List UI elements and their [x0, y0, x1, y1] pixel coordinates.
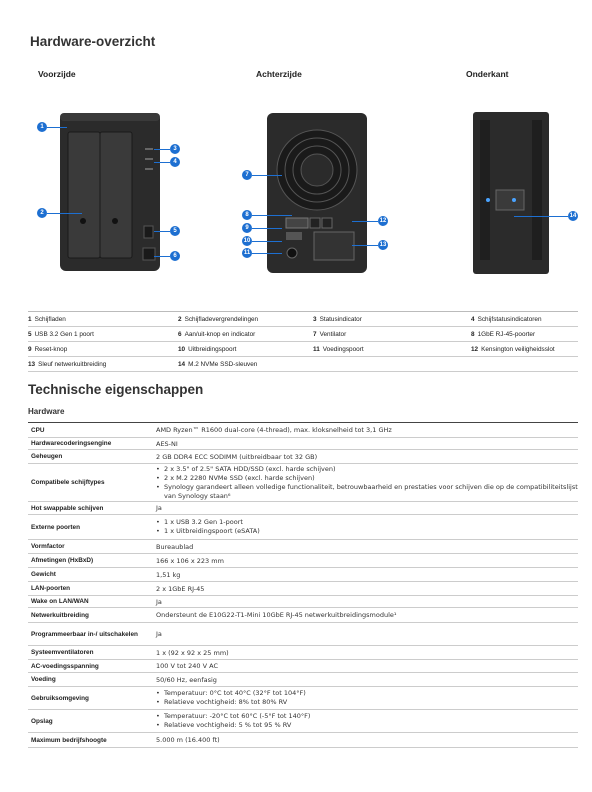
legend-row: [28, 327, 578, 342]
callout-1: 1: [37, 122, 47, 132]
front-view-label: Voorzijde: [38, 69, 76, 79]
callout-11: 11: [243, 250, 251, 256]
legend-text: Aan/uit-knop en indicator: [184, 330, 256, 338]
spec-value-text: 1 x (92 x 92 x 25 mm): [156, 648, 229, 657]
legend-number: 9: [28, 345, 32, 353]
legend-text: Ventilator: [319, 330, 347, 338]
legend-item: [28, 316, 178, 323]
spec-row: [28, 540, 578, 554]
spec-row: [28, 646, 578, 660]
legend-item: [471, 346, 578, 353]
spec-bullet: • 2 x M.2 2280 NVMe SSD (excl. harde schijven): [156, 474, 578, 483]
spec-label: Programmeerbaar in-/ uitschakelen: [31, 630, 138, 638]
spec-label: Gewicht: [31, 571, 56, 578]
spec-row: [28, 623, 578, 646]
spec-row: [28, 582, 578, 596]
spec-value-text: AES-NI: [156, 439, 178, 448]
spec-table: [28, 422, 578, 748]
legend-number: 14: [178, 360, 186, 368]
spec-value: [156, 453, 578, 461]
spec-value: [156, 630, 578, 638]
spec-label: Gebruiksomgeving: [31, 694, 89, 702]
spec-value-text: Ja: [156, 504, 162, 512]
spec-bullet: • Relatieve vochtigheid: 8% tot 80% RV: [156, 698, 578, 707]
legend-row: [28, 342, 578, 357]
spec-value-text: 50/60 Hz, eenfasig: [156, 675, 217, 684]
spec-value: [156, 426, 578, 434]
spec-label: Netwerkuitbreiding: [31, 611, 89, 619]
spec-row: [28, 596, 578, 608]
spec-value-text: 166 x 106 x 223 mm: [156, 556, 224, 565]
spec-value: [156, 662, 578, 670]
legend-text: Voedingspoort: [322, 345, 364, 353]
spec-value: [156, 543, 578, 551]
legend-text: Schijfladevergrendelingen: [184, 315, 259, 323]
legend-number: 13: [28, 360, 36, 368]
spec-value: [156, 689, 578, 707]
spec-value: [156, 598, 578, 606]
callout-9: 9: [242, 223, 252, 233]
callout-13: 13: [379, 242, 387, 248]
spec-label: AC-voedingsspanning: [31, 662, 99, 670]
spec-value-text: Ondersteunt de E10G22-T1-Mini 10GbE RJ-45 netwerkuitbreidingsmodule¹: [156, 611, 397, 619]
spec-value: [156, 736, 578, 744]
callout-8: 8: [242, 210, 252, 220]
spec-label: Geheugen: [31, 453, 63, 460]
spec-row: [28, 502, 578, 515]
spec-label: Maximum bedrijfshoogte: [31, 736, 107, 744]
spec-value-text: Ja: [156, 597, 162, 606]
callout-6: 6: [170, 251, 180, 261]
legend-text: Kensington veiligheidsslot: [481, 345, 555, 353]
legend-text: Schijfladen: [34, 315, 66, 323]
spec-row: [28, 438, 578, 450]
legend-item: [178, 316, 313, 323]
callout-2: 2: [37, 208, 47, 218]
spec-value: [156, 518, 578, 536]
spec-value: [156, 557, 578, 565]
spec-row: [28, 568, 578, 582]
legend-row: [28, 312, 578, 327]
spec-row: [28, 450, 578, 464]
legend-number: 11: [313, 345, 320, 353]
legend-item: [313, 346, 471, 353]
section-hardware: Hardware: [28, 407, 65, 416]
bottom-view-label: Onderkant: [466, 69, 509, 79]
legend-number: 12: [471, 345, 479, 353]
spec-value-text: Bureaublad: [156, 542, 194, 551]
legend-text: M.2 NVMe SSD-sleuven: [188, 360, 258, 368]
spec-row: [28, 673, 578, 687]
legend-text: Sleuf netwerkuitbreiding: [38, 360, 107, 368]
spec-value-text: 2 x 1GbE RJ-45: [156, 584, 205, 593]
spec-label: Externe poorten: [31, 523, 81, 531]
spec-label: Vormfactor: [31, 543, 65, 550]
spec-value-text: Ja: [156, 630, 162, 638]
spec-value-text: AMD Ryzen™ R1600 dual-core (4-thread), max. kloksnelheid tot 3,1 GHz: [156, 426, 392, 434]
spec-label: Voeding: [31, 676, 56, 683]
spec-label: Wake on LAN/WAN: [31, 598, 89, 605]
spec-label: Hardwarecoderingsengine: [31, 440, 112, 447]
spec-value-text: 2 GB DDR4 ECC SODIMM (uitbreidbaar tot 32 GB): [156, 452, 318, 461]
component-legend: [28, 311, 578, 372]
spec-value: [156, 465, 578, 501]
spec-row: [28, 608, 578, 623]
legend-text: USB 3.2 Gen 1 poort: [34, 330, 94, 338]
callout-14: 14: [569, 213, 577, 219]
spec-label: LAN-poorten: [31, 585, 71, 592]
legend-text: Schijfstatusindicatoren: [477, 315, 542, 323]
legend-item: [178, 346, 313, 353]
spec-row: [28, 710, 578, 733]
spec-row: [28, 515, 578, 540]
spec-bullet: • 1 x USB 3.2 Gen 1-poort: [156, 518, 578, 527]
spec-bullet: • 2 x 3.5" of 2.5" SATA HDD/SSD (excl. harde schijven): [156, 465, 578, 474]
callout-12: 12: [379, 218, 387, 224]
callout-3: 3: [170, 144, 180, 154]
legend-text: Uitbreidingspoort: [188, 345, 237, 353]
spec-row: [28, 423, 578, 438]
spec-bullet: • 1 x Uitbreidingspoort (eSATA): [156, 527, 578, 536]
spec-value: [156, 611, 578, 619]
spec-row: [28, 464, 578, 502]
legend-number: 4: [471, 315, 475, 323]
legend-item: [28, 361, 178, 368]
spec-row: [28, 660, 578, 673]
spec-bullet: • Temperatuur: -20°C tot 60°C (-5°F tot 140°F): [156, 712, 578, 721]
legend-item: [28, 331, 178, 338]
bottom-view-illustration: [470, 110, 552, 276]
legend-item: [313, 331, 471, 338]
legend-number: 1: [28, 315, 32, 323]
legend-text: Statusindicator: [319, 315, 362, 323]
legend-item: [178, 361, 313, 368]
spec-label: Opslag: [31, 717, 53, 725]
spec-bullet: • Temperatuur: 0°C tot 40°C (32°F tot 104°F): [156, 689, 578, 698]
spec-row: [28, 687, 578, 710]
legend-number: 2: [178, 315, 182, 323]
legend-number: 6: [178, 330, 182, 338]
callout-4: 4: [170, 157, 180, 167]
page-title: Hardware-overzicht: [30, 34, 156, 49]
spec-value: [156, 504, 578, 512]
callout-7: 7: [242, 170, 252, 180]
spec-value: [156, 585, 578, 593]
spec-value: [156, 440, 578, 448]
legend-item: [178, 331, 313, 338]
legend-row: [28, 357, 578, 372]
legend-item: [471, 331, 578, 338]
legend-number: 5: [28, 330, 32, 338]
spec-label: Hot swappable schijven: [31, 504, 104, 512]
spec-label: CPU: [31, 426, 45, 434]
spec-label: Compatibele schijftypes: [31, 479, 105, 486]
spec-bullet: • Synology garandeert alleen volledige functionaliteit, betrouwbaarheid en prestaties voor schijven die op de compatibiliteitslijst van Synology staan⁶: [156, 483, 578, 501]
spec-value: [156, 571, 578, 579]
callout-10: 10: [243, 238, 251, 244]
legend-number: 3: [313, 315, 317, 323]
spec-row: [28, 733, 578, 748]
spec-row: [28, 554, 578, 568]
front-view-illustration: [30, 108, 190, 278]
spec-value: [156, 676, 578, 684]
legend-text: Reset-knop: [34, 345, 68, 353]
spec-label: Afmetingen (HxBxD): [31, 557, 94, 564]
spec-value-text: 5.000 m (16.400 ft): [156, 736, 220, 744]
spec-bullet: • Relatieve vochtigheid: 5 % tot 95 % RV: [156, 721, 578, 730]
back-view-label: Achterzijde: [256, 69, 302, 79]
legend-item: [28, 346, 178, 353]
spec-value: [156, 649, 578, 657]
legend-item: [471, 316, 578, 323]
legend-number: 7: [313, 330, 317, 338]
legend-number: 8: [471, 330, 475, 338]
spec-value-text: 1,51 kg: [156, 570, 181, 579]
legend-item: [313, 316, 471, 323]
callout-5: 5: [170, 226, 180, 236]
spec-value: [156, 712, 578, 730]
legend-number: 10: [178, 345, 186, 353]
legend-text: 1GbE RJ-45-poorter: [477, 330, 536, 338]
spec-label: Systeemventilatoren: [31, 649, 94, 656]
specs-title: Technische eigenschappen: [28, 382, 204, 397]
spec-value-text: 100 V tot 240 V AC: [156, 662, 218, 670]
